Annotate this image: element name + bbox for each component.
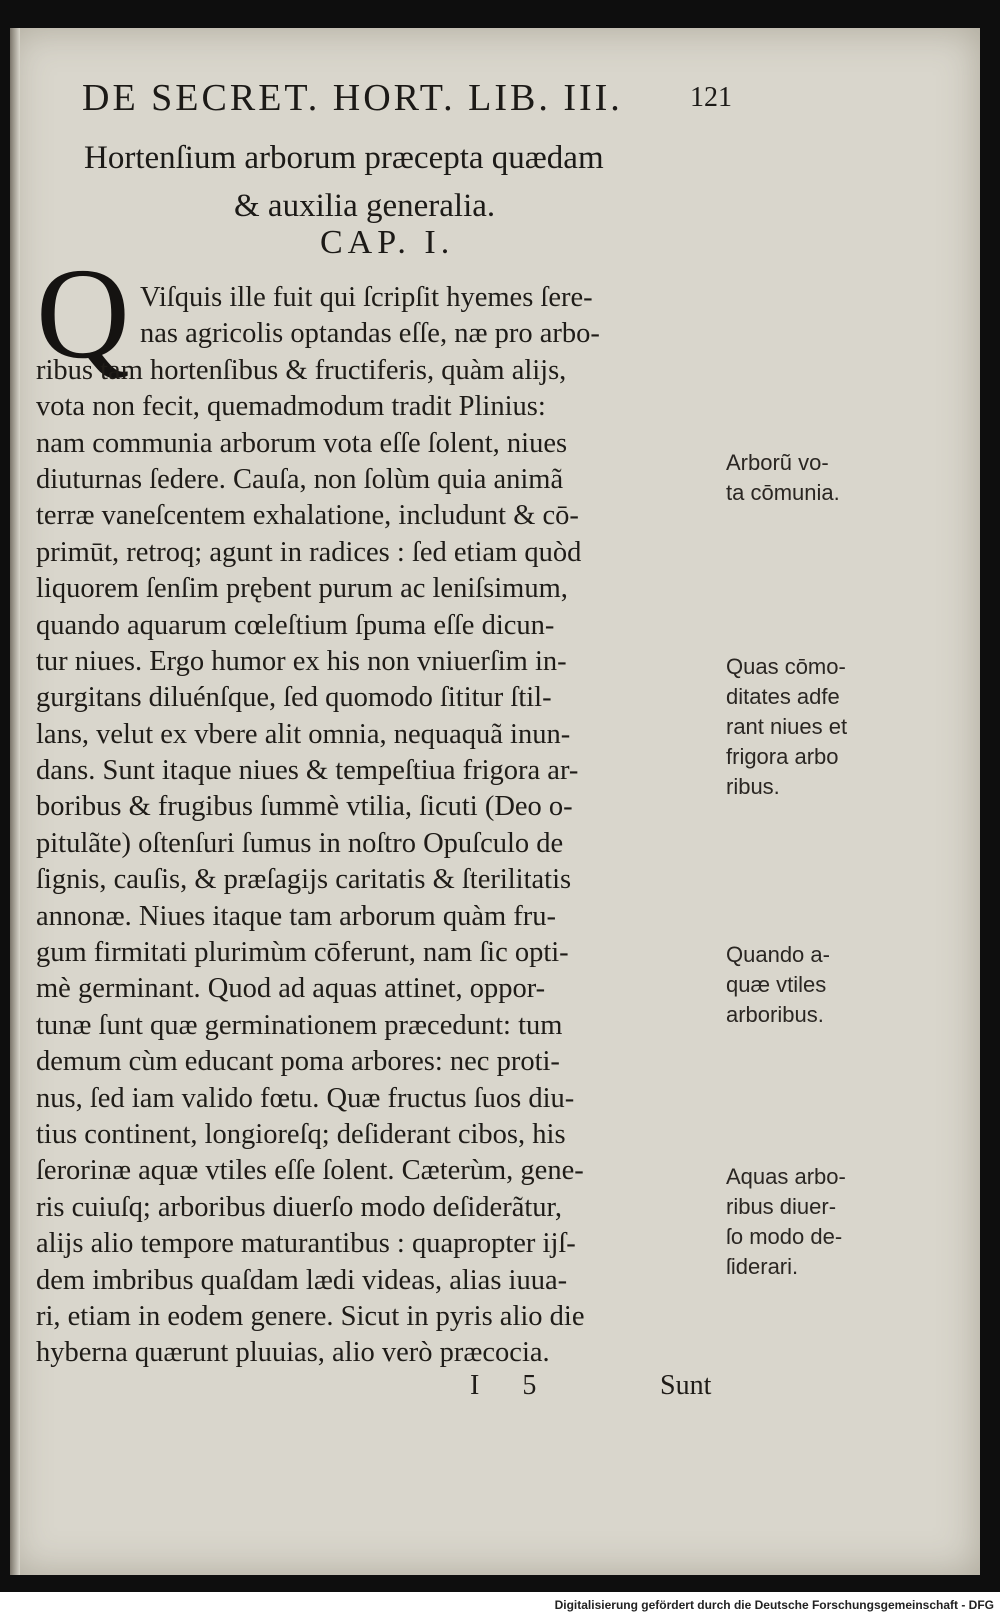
body-line: annonæ. Niues itaque tam arborum quàm fru- bbox=[36, 900, 556, 932]
body-line: pitulãte) oſtenſuri ſumus in noſtro Opuſculo de bbox=[36, 827, 564, 859]
body-line: ris cuiuſq; arboribus diuerſo modo deſiderãtur, bbox=[36, 1191, 562, 1223]
body-line: gurgitans diluénſque, ſed quomodo ſititur ſtil- bbox=[36, 682, 552, 714]
drop-capital: Q bbox=[36, 242, 130, 386]
body-line: hyberna quærunt pluuias, alio verò præcocia. bbox=[36, 1337, 550, 1369]
footer-credit: Digitalisierung gefördert durch die Deutsche Forschungsgemeinschaft - DFG bbox=[554, 1598, 994, 1612]
body-line: ribus tam hortenſibus & fructiferis, quàm alijs, bbox=[36, 354, 567, 386]
body-line: boribus & frugibus ſummè vtilia, ſicuti (Deo o- bbox=[36, 791, 573, 823]
running-head bbox=[82, 76, 732, 128]
body-line: ſignis, cauſis, & præſagijs caritatis & ſterilitatis bbox=[36, 864, 572, 896]
chapter-title-line-2: & auxilia generalia. bbox=[234, 188, 496, 224]
chapter-title bbox=[84, 134, 724, 230]
body-line: tunæ ſunt quæ germinationem præcedunt: tum bbox=[36, 1009, 563, 1041]
body-line: dem imbribus quaſdam lædi videas, alias iuua- bbox=[36, 1264, 568, 1296]
body-line: mè germinant. Quod ad aquas attinet, oppor- bbox=[36, 973, 546, 1005]
margin-note-quando-aquae: Quando a- quæ vtiles arboribus. bbox=[726, 942, 830, 1027]
body-line: dans. Sunt itaque niues & tempeſtiua frigora ar- bbox=[36, 755, 579, 787]
body-line: alijs alio tempore maturantibus : quapropter ijſ- bbox=[36, 1228, 576, 1260]
body-line: nas agricolis optandas eſſe, næ pro arbo- bbox=[140, 318, 600, 350]
body-line: quando aquarum cœleſtium ſpuma eſſe dicun- bbox=[36, 609, 555, 641]
body-line: nam communia arborum vota eſſe ſolent, niues bbox=[36, 427, 568, 459]
catchword: Sunt bbox=[660, 1370, 712, 1401]
signature-mark: I 5 bbox=[470, 1370, 555, 1401]
chapter-title-line-1: Hortenſium arborum præcepta quædam bbox=[84, 140, 604, 176]
page-number: 121 bbox=[690, 82, 732, 113]
body-line: ri, etiam in eodem genere. Sicut in pyris alio die bbox=[36, 1300, 585, 1332]
body-line: primūt, retroq; agunt in radices : ſed etiam quòd bbox=[36, 536, 582, 568]
body-line: diuturnas ſedere. Cauſa, non ſolùm quia animã bbox=[36, 463, 564, 495]
body-line: lans, velut ex vbere alit omnia, nequaquã inun- bbox=[36, 718, 571, 750]
margin-note-aquas-arboribus: Aquas arbo- ribus diuer- ſo modo de- ſiderari. bbox=[726, 1164, 846, 1279]
body-line: tius continent, longioreſq; deſiderant cibos, his bbox=[36, 1118, 566, 1150]
margin-note-arborum-vota: Arborũ vo- ta cōmunia. bbox=[726, 450, 840, 505]
body-line: Viſquis ille fuit qui ſcripſit hyemes ſere- bbox=[140, 282, 593, 313]
chapter-number: CAP. I. bbox=[320, 224, 455, 261]
body-line: ſerorinæ aquæ vtiles eſſe ſolent. Cæterùm, gene- bbox=[36, 1155, 584, 1187]
body-line: gum firmitati plurimùm cōferunt, nam ſic opti- bbox=[36, 937, 569, 969]
body-line: liquorem ſenſim prębent purum ac leniſsimum, bbox=[36, 573, 568, 605]
running-head-title: DE SECRET. HORT. LIB. III. bbox=[82, 77, 623, 119]
body-line: nus, ſed iam valido fœtu. Quæ fructus ſuos diu- bbox=[36, 1082, 575, 1114]
page-gutter-edge bbox=[10, 28, 20, 1575]
body-text bbox=[36, 280, 726, 1372]
body-line: demum cùm educant poma arbores: nec proti- bbox=[36, 1046, 560, 1078]
body-line: terræ vaneſcentem exhalatione, includunt & cō- bbox=[36, 500, 579, 532]
margin-note-commoditates: Quas cōmo- ditates adfe rant niues et frigora arbo ribus. bbox=[726, 654, 848, 799]
body-line: vota non fecit, quemadmodum tradit Plinius: bbox=[36, 391, 546, 423]
body-line: tur niues. Ergo humor ex his non vniuerſim in- bbox=[36, 645, 567, 677]
